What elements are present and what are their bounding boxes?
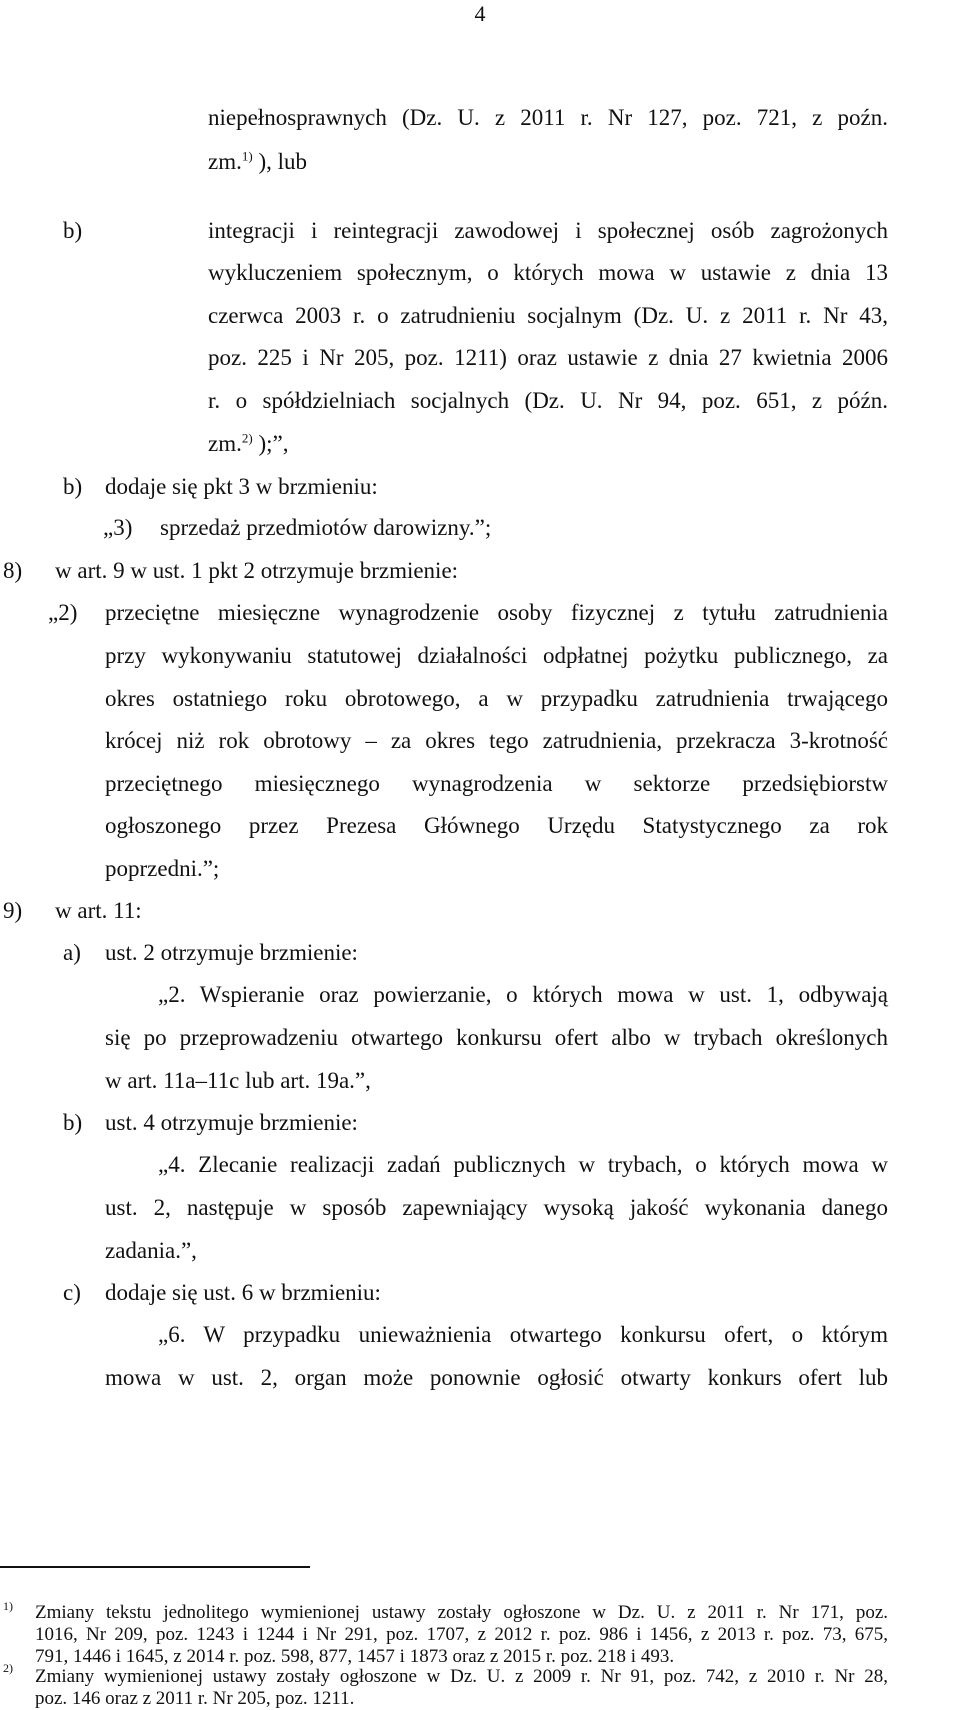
item-label: c) bbox=[63, 1280, 81, 1305]
footnote-line: 791, 1446 i 1645, z 2014 r. poz. 598, 877, 1457 i 1873 oraz z 2015 r. poz. 218 i 493. bbox=[35, 1646, 675, 1667]
text-line: okres ostatniego roku obrotowego, a w przypadku zatrudnienia trwającego bbox=[105, 686, 888, 711]
text-span: ), lub bbox=[252, 149, 308, 174]
text-line: dodaje się ust. 6 w brzmieniu: bbox=[105, 1280, 381, 1305]
text-line: sprzedaż przedmiotów darowizny.”; bbox=[160, 515, 492, 540]
footnote-marker: 2) bbox=[3, 1661, 13, 1675]
text-line: wykluczeniem społecznym, o których mowa w ustawie z dnia 13 bbox=[208, 260, 888, 285]
text-line: poz. 225 i Nr 205, poz. 1211) oraz ustawie z dnia 27 kwietnia 2006 bbox=[208, 345, 888, 370]
text-line: się po przeprowadzeniu otwartego konkursu ofert albo w trybach określonych bbox=[105, 1025, 888, 1050]
footnote-line: Zmiany wymienionej ustawy zostały ogłoszone w Dz. U. z 2009 r. Nr 91, poz. 742, z 2010 r. Nr 28, bbox=[35, 1666, 888, 1687]
text-line: przeciętnego miesięcznego wynagrodzenia w sektorze przedsiębiorstw bbox=[105, 771, 888, 796]
footnote-separator bbox=[0, 1566, 310, 1568]
text-line: przy wykonywaniu statutowej działalności odpłatnej pożytku publicznego, za bbox=[105, 643, 888, 668]
text-line: zadania.”, bbox=[105, 1238, 197, 1263]
text-line bbox=[208, 429, 288, 459]
item-label: b) bbox=[63, 474, 83, 499]
item-label: 8) bbox=[3, 558, 23, 583]
footnote-reference: 1) bbox=[241, 148, 253, 164]
text-line: dodaje się pkt 3 w brzmieniu: bbox=[105, 474, 378, 499]
text-line: ogłoszonego przez Prezesa Głównego Urzędu Statystycznego za rok bbox=[105, 813, 888, 838]
page-number: 4 bbox=[474, 1, 486, 26]
text-line: czerwca 2003 r. o zatrudnieniu socjalnym (Dz. U. z 2011 r. Nr 43, bbox=[208, 303, 888, 328]
footnote-line: Zmiany tekstu jednolitego wymienionej ustawy zostały ogłoszone w Dz. U. z 2011 r. Nr 171, poz. bbox=[35, 1602, 888, 1623]
text-line: krócej niż rok obrotowy – za okres tego zatrudnienia, przekracza 3-krotność bbox=[105, 728, 888, 753]
item-label: a) bbox=[63, 940, 81, 965]
text-line: „6. W przypadku unieważnienia otwartego konkursu ofert, o którym bbox=[158, 1322, 888, 1347]
footnote-line: poz. 146 oraz z 2011 r. Nr 205, poz. 1211. bbox=[35, 1688, 355, 1709]
item-label: b) bbox=[63, 218, 83, 243]
text-line: ust. 4 otrzymuje brzmienie: bbox=[105, 1110, 358, 1135]
footnote-marker: 1) bbox=[3, 1599, 13, 1613]
text-span: zm. bbox=[208, 149, 242, 174]
text-line: ust. 2, następuje w sposób zapewniający wysoką jakość wykonania danego bbox=[105, 1195, 888, 1220]
text-line: mowa w ust. 2, organ może ponownie ogłosić otwarty konkurs ofert lub bbox=[105, 1365, 888, 1390]
text-line: w art. 9 w ust. 1 pkt 2 otrzymuje brzmienie: bbox=[55, 558, 459, 583]
item-label: „3) bbox=[103, 515, 133, 540]
footnote-line: 1016, Nr 209, poz. 1243 i 1244 i Nr 291, poz. 1707, z 2012 r. poz. 986 i 1456, z 2013 r. poz. 73, 675, bbox=[35, 1624, 888, 1645]
text-line: „4. Zlecanie realizacji zadań publicznych w trybach, o których mowa w bbox=[158, 1152, 888, 1177]
text-line: r. o spółdzielniach socjalnych (Dz. U. Nr 94, poz. 651, z późn. bbox=[208, 388, 888, 413]
text-line: ust. 2 otrzymuje brzmienie: bbox=[105, 940, 358, 965]
footnote-reference: 2) bbox=[241, 430, 253, 446]
item-label: 9) bbox=[3, 898, 23, 923]
text-line bbox=[208, 147, 307, 177]
text-line: przeciętne miesięczne wynagrodzenie osoby fizycznej z tytułu zatrudnienia bbox=[105, 600, 888, 625]
item-label: b) bbox=[63, 1110, 83, 1135]
item-label: „2) bbox=[48, 600, 78, 625]
text-line: w art. 11a–11c lub art. 19a.”, bbox=[105, 1068, 371, 1093]
text-line: „2. Wspieranie oraz powierzanie, o których mowa w ust. 1, odbywają bbox=[158, 982, 888, 1007]
text-line: poprzedni.”; bbox=[105, 856, 220, 881]
text-line: w art. 11: bbox=[55, 898, 142, 923]
text-span: );”, bbox=[252, 431, 289, 456]
text-line: niepełnosprawnych (Dz. U. z 2011 r. Nr 127, poz. 721, z poźn. bbox=[208, 105, 888, 130]
text-line: integracji i reintegracji zawodowej i społecznej osób zagrożonych bbox=[208, 218, 888, 243]
text-span: zm. bbox=[208, 431, 242, 456]
